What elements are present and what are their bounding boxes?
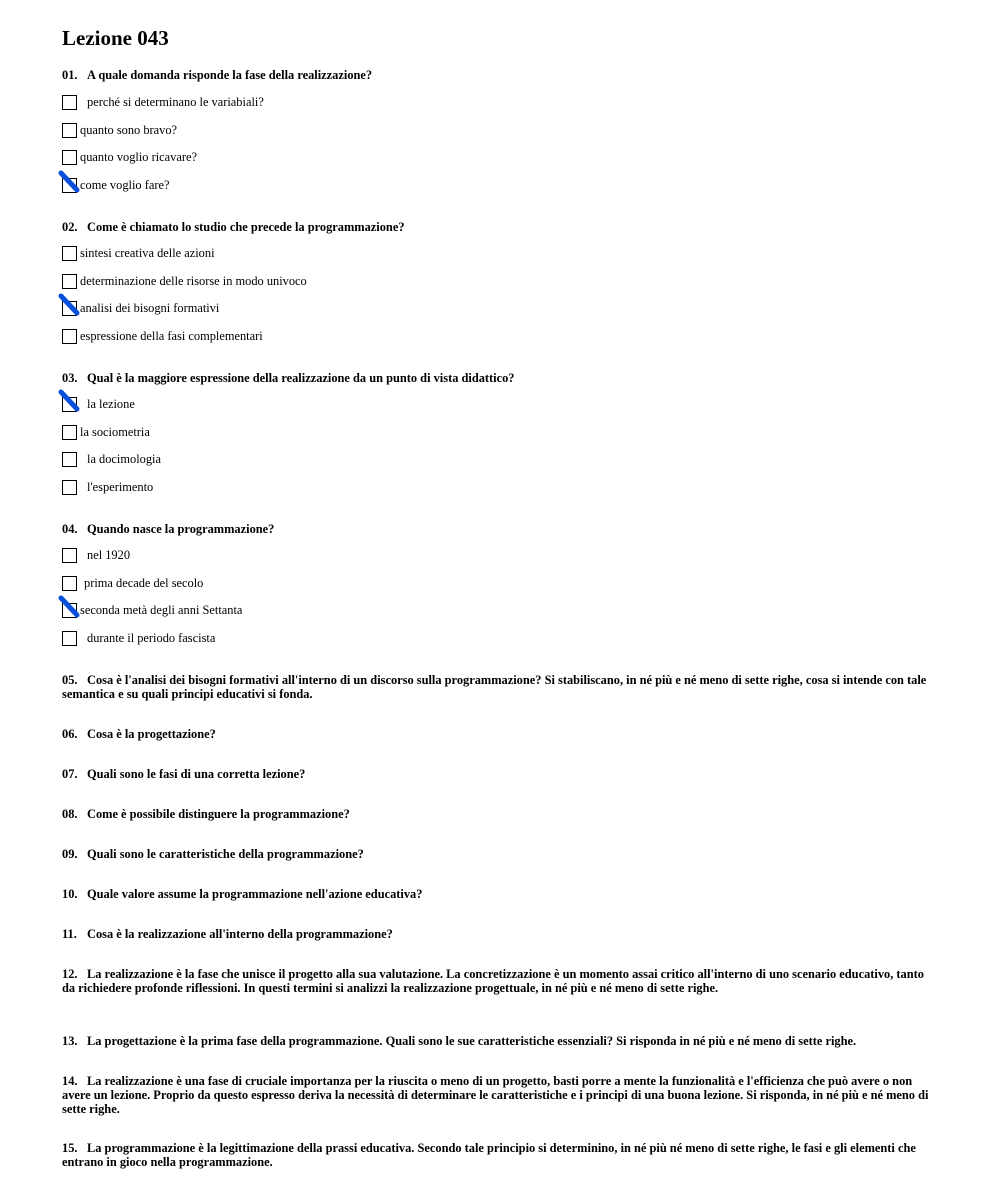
question-06 (62, 727, 936, 741)
pen-check-mark-icon (58, 170, 82, 196)
question-number: 03. (62, 371, 78, 385)
page-title: Lezione 043 (62, 26, 169, 50)
checkbox[interactable] (62, 329, 77, 344)
question-number: 08. (62, 807, 78, 821)
question-number: 10. (62, 887, 78, 901)
question-14 (62, 1074, 936, 1116)
question-02 (62, 220, 936, 234)
question-text: Cosa è la progettazione? (87, 727, 216, 741)
question-text: Come è possibile distinguere la programmazione? (87, 807, 350, 821)
question-01 (62, 68, 936, 82)
question-number: 06. (62, 727, 78, 741)
question-text: La realizzazione è la fase che unisce il progetto alla sua valutazione. La concretizzazione è un momento assai critico all'interno di uno scenario educativo, tanto da richiedere profonde riflessioni. In questi termini si analizzi la realizzazione progettuale, in né più e né meno di sette righe. (62, 967, 924, 995)
question-08 (62, 807, 936, 821)
question-09 (62, 847, 936, 861)
question-13 (62, 1034, 936, 1048)
question-15 (62, 1141, 936, 1169)
option-label: quanto sono bravo? (80, 123, 178, 137)
checkbox[interactable] (62, 150, 77, 165)
question-number: 05. (62, 673, 78, 687)
question-number: 15. (62, 1141, 78, 1155)
question-text: La programmazione è la legittimazione della prassi educativa. Secondo tale principio si determinino, in né più né meno di sette righe, le fasi e gli elementi che entrano in gioco nella programmazione. (62, 1141, 916, 1169)
checkbox[interactable] (62, 631, 77, 646)
option-label: seconda metà degli anni Settanta (80, 603, 243, 617)
question-text: Come è chiamato lo studio che precede la programmazione? (87, 220, 405, 234)
question-number: 07. (62, 767, 78, 781)
question-text: La progettazione è la prima fase della programmazione. Quali sono le sue caratteristiche essenziali? Si risponda in né più e né meno di sette righe. (87, 1034, 857, 1048)
question-text: A quale domanda risponde la fase della realizzazione? (87, 68, 373, 82)
option-label: come voglio fare? (80, 178, 170, 192)
question-10 (62, 887, 936, 901)
pen-check-mark-icon (58, 595, 82, 621)
question-number: 12. (62, 967, 78, 981)
question-text: Cosa è l'analisi dei bisogni formativi all'interno di un discorso sulla programmazione? Si stabiliscano, in né più e né meno di sette righe, cosa si intende con tale semantica e su quali principi educativi si fonda. (62, 673, 927, 701)
option-label: la lezione (87, 397, 135, 411)
question-text: Quando nasce la programmazione? (87, 522, 275, 536)
question-number: 11. (62, 927, 77, 941)
question-07 (62, 767, 936, 781)
checkbox[interactable] (62, 452, 77, 467)
checkbox[interactable] (62, 246, 77, 261)
question-text: Quali sono le caratteristiche della programmazione? (87, 847, 364, 861)
question-text: Quali sono le fasi di una corretta lezione? (87, 767, 306, 781)
question-03 (62, 371, 936, 385)
question-number: 13. (62, 1034, 78, 1048)
pen-check-mark-icon (58, 389, 82, 415)
option-label: espressione della fasi complementari (80, 329, 263, 343)
question-11 (62, 927, 936, 941)
question-text: Qual è la maggiore espressione della realizzazione da un punto di vista didattico? (87, 371, 515, 385)
pen-check-mark-icon (58, 293, 82, 319)
checkbox[interactable] (62, 123, 77, 138)
question-12 (62, 967, 936, 995)
question-number: 01. (62, 68, 78, 82)
question-04 (62, 522, 936, 536)
option-label: sintesi creativa delle azioni (80, 246, 215, 260)
question-text: La realizzazione è una fase di cruciale importanza per la riuscita o meno di un progetto, basti porre a mente la funzionalità e l'efficienza che può avere o non avere un lezione. Proprio da questo espresso deriva la necessità di determinare le caratteristiche e i principi di una buona lezione. Si risponda, in né più e né meno di sette righe. (62, 1074, 929, 1116)
checkbox[interactable] (62, 548, 77, 563)
option-label: la docimologia (87, 452, 161, 466)
question-05 (62, 673, 936, 701)
question-number: 04. (62, 522, 78, 536)
question-number: 02. (62, 220, 78, 234)
option-label: analisi dei bisogni formativi (80, 301, 220, 315)
checkbox[interactable] (62, 95, 77, 110)
option-label: durante il periodo fascista (87, 631, 216, 645)
option-label: l'esperimento (87, 480, 154, 494)
checkbox[interactable] (62, 576, 77, 591)
option-label: prima decade del secolo (84, 576, 204, 590)
option-label: determinazione delle risorse in modo univoco (80, 274, 307, 288)
checkbox[interactable] (62, 425, 77, 440)
checkbox[interactable] (62, 480, 77, 495)
question-text: Quale valore assume la programmazione nell'azione educativa? (87, 887, 423, 901)
question-text: Cosa è la realizzazione all'interno della programmazione? (87, 927, 393, 941)
option-label: quanto voglio ricavare? (80, 150, 197, 164)
checkbox[interactable] (62, 274, 77, 289)
question-number: 09. (62, 847, 78, 861)
option-label: la sociometria (80, 425, 150, 439)
option-label: nel 1920 (87, 548, 131, 562)
question-number: 14. (62, 1074, 78, 1088)
option-label: perché si determinano le variabiali? (87, 95, 264, 109)
